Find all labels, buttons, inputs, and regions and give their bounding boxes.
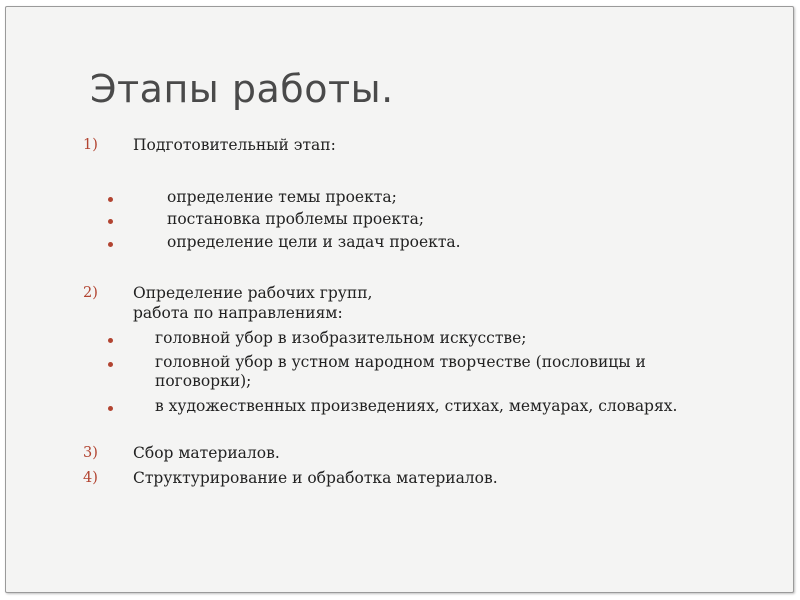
bullet-icon	[108, 242, 113, 247]
list-item-2-label-line-1: Определение рабочих групп,	[133, 284, 373, 302]
list-item-2-bullet-1: головной убор в изобразительном искусстве;	[155, 329, 527, 347]
bullet-icon	[108, 197, 113, 202]
bullet-icon	[108, 406, 113, 411]
list-number-2: 2)	[83, 285, 98, 301]
list-item-3-label: Сбор материалов.	[133, 444, 280, 462]
list-number-4: 4)	[83, 470, 98, 486]
list-number-1: 1)	[83, 137, 98, 153]
slide-title: Этапы работы.	[90, 67, 394, 111]
list-item-1-label: Подготовительный этап:	[133, 136, 336, 154]
list-item-2-bullet-2-continuation: поговорки);	[155, 372, 252, 390]
list-item-1-bullet-1: определение темы проекта;	[167, 188, 397, 206]
list-number-3: 3)	[83, 445, 98, 461]
list-item-4-label: Структурирование и обработка материалов.	[133, 469, 498, 487]
bullet-icon	[108, 362, 113, 367]
list-item-2-bullet-2: головной убор в устном народном творчестве (пословицы и	[155, 353, 646, 371]
bullet-icon	[108, 219, 113, 224]
bullet-icon	[108, 338, 113, 343]
list-item-2-bullet-3: в художественных произведениях, стихах, мемуарах, словарях.	[155, 397, 678, 415]
list-item-1-bullet-3: определение цели и задач проекта.	[167, 233, 461, 251]
list-item-2-label-line-2: работа по направлениям:	[133, 304, 343, 322]
list-item-1-bullet-2: постановка проблемы проекта;	[167, 210, 425, 228]
